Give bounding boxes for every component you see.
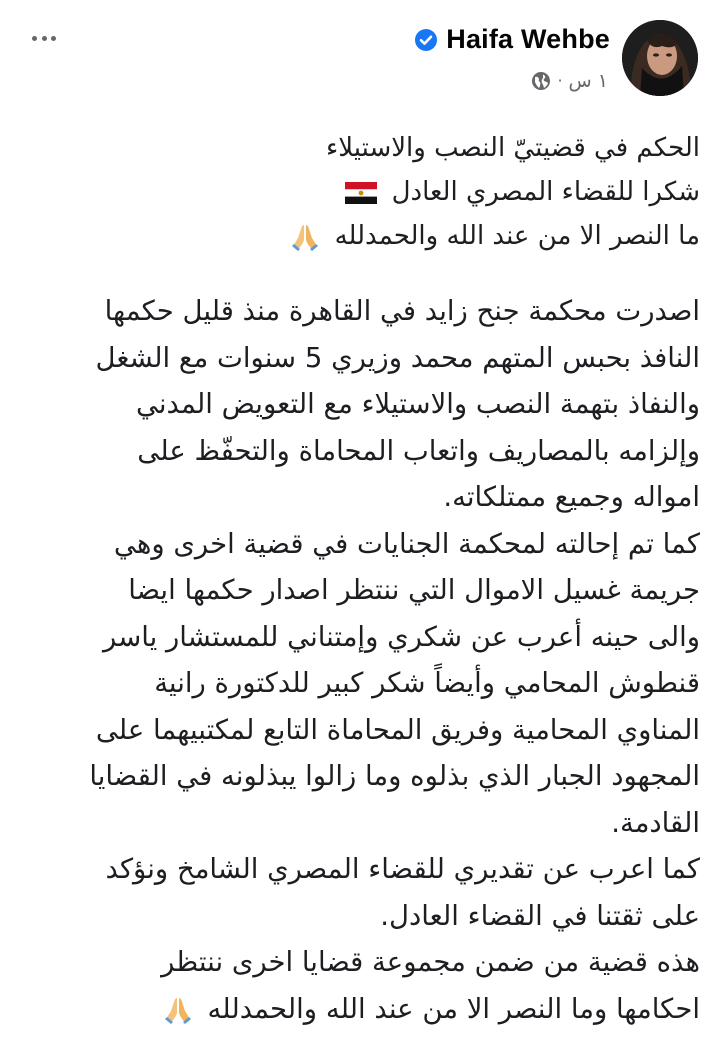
- message-line: القادمة.: [611, 806, 700, 839]
- message-line: والنفاذ بتهمة النصب والاستيلاء مع التعويض المدني: [135, 388, 700, 420]
- profile-photo-icon: [622, 20, 698, 96]
- intro-line-with-emoji: [18, 214, 700, 258]
- author-name[interactable]: Haifa Wehbe: [446, 24, 610, 54]
- message-line: جريمة غسيل الاموال التي ننتظر اصدار حكمها ايضا: [128, 574, 700, 606]
- message-line: والى حينه أعرب عن شكري وإمتناني للمستشار ياسر: [103, 620, 700, 653]
- post-time[interactable]: ١ س: [568, 70, 608, 92]
- author-row: [414, 24, 610, 55]
- message-line: هذه قضية من ضمن مجموعة قضايا اخرى ننتظر: [161, 946, 700, 978]
- intro-text: شكرا للقضاء المصري العادل: [391, 177, 700, 207]
- message-line: اصدرت محكمة جنح زايد في القاهرة منذ قليل حكمها: [104, 295, 700, 327]
- message-line: كما تم إحالته لمحكمة الجنايات في قضية اخرى وهي: [113, 527, 700, 560]
- message-line: كما اعرب عن تقديري للقضاء المصري الشامخ ونؤكد: [105, 853, 700, 885]
- message-line: وإلزامه بالمصاريف واتعاب المحاماة والتحفّظ على: [137, 434, 700, 467]
- intro-line-with-flag: [18, 170, 700, 214]
- folded-hands-icon: [290, 222, 320, 252]
- globe-icon[interactable]: [531, 71, 551, 91]
- more-options-icon[interactable]: [32, 30, 56, 46]
- message-line: على ثقتنا في القضاء العادل.: [380, 899, 700, 932]
- more-dot: [51, 36, 56, 41]
- post-message: [18, 288, 700, 1032]
- more-dot: [32, 36, 37, 41]
- intro-text: ما النصر الا من عند الله والحمدلله: [334, 221, 700, 251]
- egypt-flag-icon: [345, 182, 377, 204]
- message-line: النافذ بحبس المتهم محمد وزيري 5 سنوات مع الشغل: [95, 341, 700, 374]
- intro-line: الحكم في قضيتيّ النصب والاستيلاء: [326, 133, 700, 163]
- message-line-with-emoji: [18, 986, 700, 1033]
- folded-hands-icon: [163, 995, 193, 1025]
- message-line: المناوي المحامية وفريق المحاماة التابع لمكتبيهما على: [95, 713, 700, 746]
- message-line: المجهود الجبار الذي بذلوه وما زالوا يبذلونه في القضايا: [89, 760, 700, 792]
- post-meta: [531, 70, 608, 92]
- meta-separator: ·: [557, 71, 563, 90]
- more-dot: [42, 36, 47, 41]
- post-intro: [18, 126, 700, 258]
- message-line: امواله وجميع ممتلكاته.: [443, 481, 700, 513]
- message-text: احكامها وما النصر الا من عند الله والحمدلله: [207, 992, 700, 1025]
- avatar[interactable]: [622, 20, 698, 96]
- verified-badge-icon: [414, 28, 438, 52]
- message-line: قنطوش المحامي وأيضاً شكر كبير للدكتورة رانية: [154, 667, 700, 699]
